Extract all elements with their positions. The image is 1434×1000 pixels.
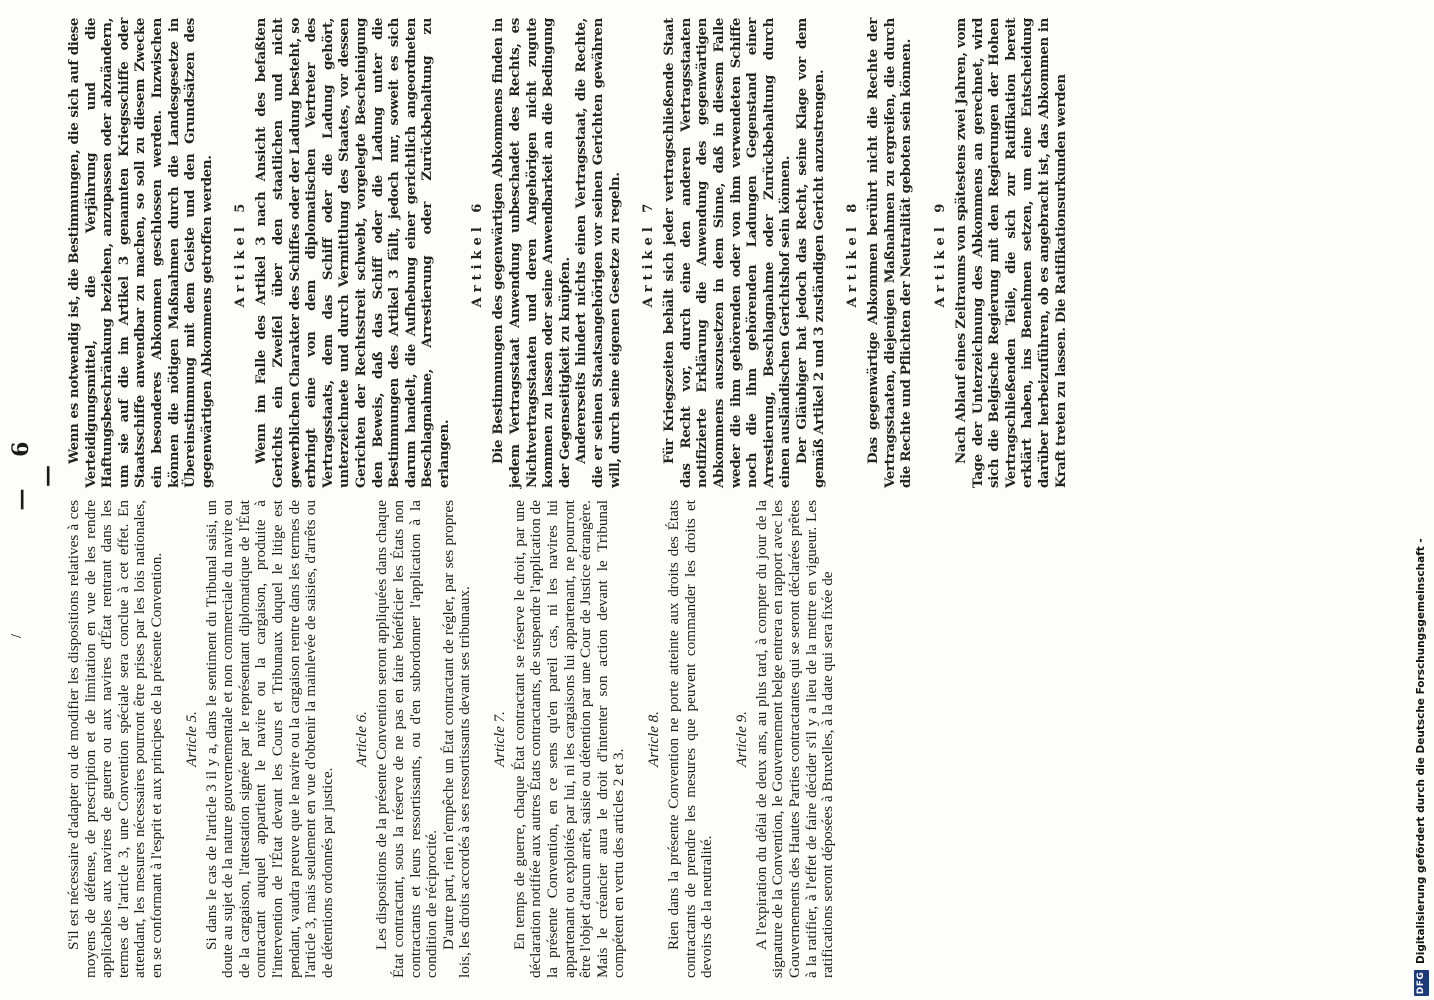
german-column xyxy=(66,18,1069,488)
french-article-5-heading: Article 5. xyxy=(183,711,200,767)
french-article-7-heading: Article 7. xyxy=(491,711,508,767)
french-article-6-paragraph-1: Les dispositions de la présente Convention seront appliquées dans chaque État contractant, sous la réserve de ne pas en faire bénéficier les États non contractants et leurs ressortissants, ou d'en subordonner l'application à la condition de réciprocité. xyxy=(373,500,441,978)
digitization-footer xyxy=(1413,0,1433,1000)
german-artikel-6-paragraph-2: Andererseits hindert nichts einen Vertragsstaat, die Rechte, die er seinen Staatsangehörigen vor seinen Gerichten gewähren will, durch seine eigenen Gesetze zu regeln. xyxy=(573,18,623,488)
page-header xyxy=(8,0,68,1000)
funding-note: Digitalisierung gefördert durch die Deutsche Forschungsgemeinschaft - xyxy=(1415,538,1427,964)
german-artikel-7-paragraph-1: Für Kriegszeiten behält sich jeder vertragschließende Staat das Recht vor, durch eine den anderen Vertragsstaaten notifizierte Erklärung die Anwendung des gegenwärtigen Abkommens auszusetzen in dem Sinne, daß in diesem Falle weder die ihm gehörenden oder von ihm verwendeten Schiffe noch die ihm gehörenden Ladungen Gegenstand einer Arrestierung, Beschlagnahme oder Zurückbehaltung durch einen ausländischen Gerichtshof sein können. xyxy=(661,18,794,488)
german-artikel-7-heading: Artikel 7 xyxy=(641,198,657,308)
header-mark: / xyxy=(9,633,23,638)
french-article-6-heading: Article 6. xyxy=(354,711,371,767)
french-article-8-heading: Article 8. xyxy=(646,711,663,767)
french-intro-paragraph: S'il est nécessaire d'adapter ou de modifier les dispositions relatives à ces moyens de défense, de prescription et de limitation en vue de les rendre applicables aux navires de guerre ou aux navires d'État rentrant dans les termes de l'article 3, une Convention spéciale sera conclue à cet effet. En attendant, les mesures nécessaires pourront être prises par les lois nationales, en se conformant à l'esprit et aux principes de la présente Convention. xyxy=(65,500,165,978)
french-article-8-paragraph: Rien dans la présente Convention ne porte atteinte aux droits des États contractants de prendre les mesures que peuvent commander les droits et devoirs de la neutralité. xyxy=(665,500,716,978)
french-article-5-paragraph: Si dans le cas de l'article 3 il y a, dans le sentiment du Tribunal saisi, un doute au sujet de la nature gouvernementale et non commerciale du navire ou de la cargaison, l'attestation signée par le représentant diplomatique de l'État contractant auquel appartient le navire ou la cargaison, produite à l'intervention de l'État devant les Cours et Tribunaux duquel le litige est pendant, vaudra preuve que le navire ou la cargaison rentre dans les termes de l'article 3, mais seulement en vue d'obtenir la mainlevée de saisies, d'arrêts ou de détentions ordonnés par justice. xyxy=(202,500,336,978)
french-article-7-paragraph: En temps de guerre, chaque État contractant se réserve le droit, par une déclaration notifiée aux autres États contractants, de suspendre l'application de la présente Convention, en ce sens qu'en pareil cas, ni les navires lui appartenant ou exploités par lui, ni les cargaisons lui appartenant, ne pourront être l'objet d'aucun arrêt, saisie ou détention par une Cour de Justice étrangère. Mais le créancier aura le droit d'intenter son action devant le Tribunal compétent en vertu des articles 2 et 3. xyxy=(510,500,628,978)
german-artikel-6-paragraph-1: Die Bestimmungen des gegenwärtigen Abkommens finden in jedem Vertragsstaat Anwendung unbeschadet des Rechts, es Nichtvertragsstaaten und deren Angehörigen nicht zugute kommen zu lassen oder seine Anwendbarkeit an die Bedingung der Gegenseitigkeit zu knüpfen. xyxy=(490,18,573,488)
german-artikel-8-paragraph: Das gegenwärtige Abkommen berührt nicht die Rechte der Vertragsstaaten, diejenigen Maßnahmen zu ergreifen, die durch die Rechte und Pflichten der Neutralität geboten sein können. xyxy=(865,18,915,488)
page-number: — 6 — xyxy=(8,429,60,511)
german-artikel-5-paragraph: Wenn im Falle des Artikel 3 nach Ansicht des befaßten Gerichts ein Zweifel über den staatlichen und nicht gewerblichen Charakter des Schiffes oder der Ladung besteht, so erbringt eine von dem diplomatischen Vertreter des Vertragsstaats, dem das Schiff oder die Ladung gehört, unterzeichnete und durch Vermittlung des Staates, vor dessen Gerichten der Rechtsstreit schwebt, vorgelegte Bescheinigung den Beweis, daß das Schiff oder die Ladung unter die Bestimmungen des Artikel 3 fällt, jedoch nur, soweit es sich darum handelt, die Aufhebung einer gerichtlich angeordneten Beschlagnahme, Arrestierung oder Zurückbehaltung zu erlangen. xyxy=(253,18,452,488)
dfg-logo-icon: DFG xyxy=(1414,970,1429,996)
german-intro-paragraph: Wenn es notwendig ist, die Bestimmungen, die sich auf diese Verteidigungsmittel, die Verjährung und die Haftungsbeschränkung beziehen, anzupassen oder abzuändern, um sie auf die im Artikel 3 genannten Kriegsschiffe oder Staatsschiffe anwendbar zu machen, so soll zu diesem Zwecke ein besonderes Abkommen geschlossen werden. Inzwischen können die nötigen Maßnahmen durch die Landesgesetze in Übereinstimmung mit dem Geiste und den Grundsätzen des gegenwärtigen Abkommens getroffen werden. xyxy=(66,18,215,488)
german-artikel-9-paragraph: Nach Ablauf eines Zeitraums von spätestens zwei Jahren, vom Tage der Unterzeichnung des Abkommens an gerechnet, wird sich die Belgische Regierung mit den Regierungen der Hohen Vertragschließenden Teile, die sich zur Ratifikation bereit erklärt haben, ins Benehmen setzen, um eine Entscheidung darüber herbeizuführen, ob es angebracht ist, das Abkommen in Kraft treten zu lassen. Die Ratifikationsurkunden werden xyxy=(952,18,1069,488)
german-artikel-8-heading: Artikel 8 xyxy=(845,198,861,308)
german-artikel-7-paragraph-2: Der Gläubiger hat jedoch das Recht, seine Klage vor dem gemäß Artikel 2 und 3 zuständigen Gericht anzustrengen. xyxy=(793,18,827,488)
french-article-9-paragraph: A l'expiration du délai de deux ans, au plus tard, à compter du jour de la signature de la Convention, le Gouvernement belge entrera en rapport avec les Gouvernements des Hautes Parties contractantes qui se seront déclarées prêtes à la ratifier, à l'effet de faire décider s'il y a lieu de la mettre en vigueur. Les ratifications seront déposées à Bruxelles, à la date qui sera fixée de xyxy=(752,500,837,978)
german-artikel-6-heading: Artikel 6 xyxy=(470,198,486,308)
german-artikel-5-heading: Artikel 5 xyxy=(233,198,249,308)
french-column xyxy=(66,500,837,978)
french-article-9-heading: Article 9. xyxy=(733,711,750,767)
german-artikel-9-heading: Artikel 9 xyxy=(932,198,948,308)
french-article-6-paragraph-2: D'autre part, rien n'empêche un État contractant de régler, par ses propres lois, les droits accordés à ses ressortissants devant ses tribunaux. xyxy=(439,500,474,978)
